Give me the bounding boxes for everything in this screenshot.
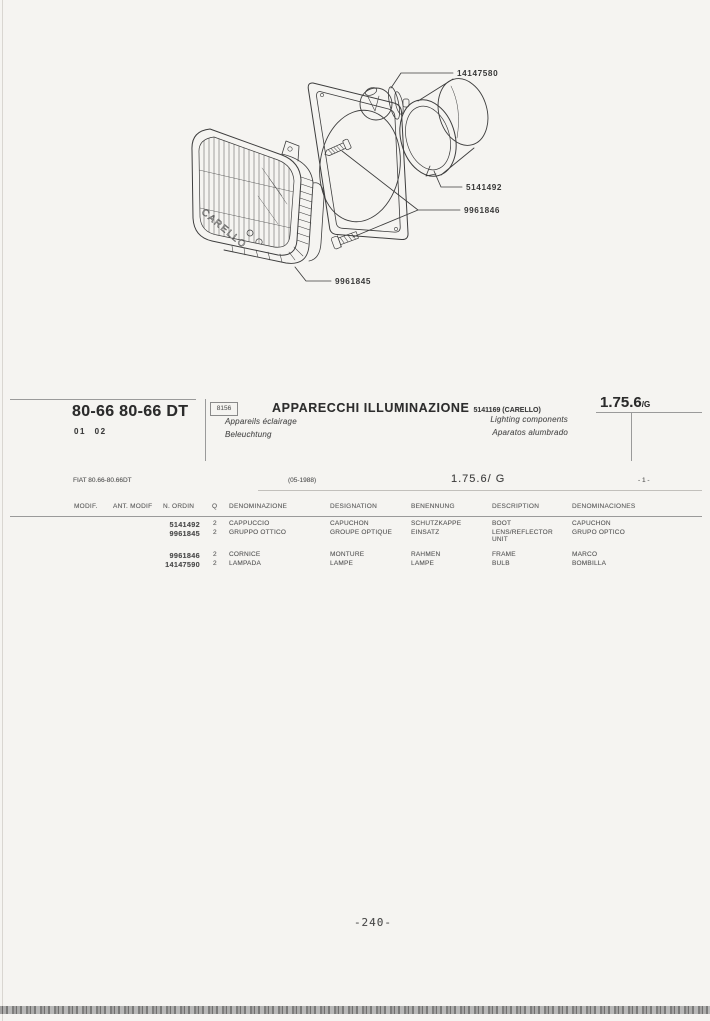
- lens-brand-text: CARELLO: [199, 206, 249, 252]
- part-label-lens: 9961845: [335, 277, 372, 286]
- name-it: GRUPPO OTTICO: [229, 529, 287, 536]
- frame-outer: [308, 83, 408, 240]
- fixing-bolt-drawing: [331, 229, 360, 249]
- quantity: 2: [213, 520, 217, 527]
- subtitle-spanish: Aparatos alumbrado: [492, 428, 568, 437]
- adjust-screw-drawing: [323, 139, 352, 159]
- table-header-rule: [10, 516, 702, 517]
- name-es: GRUPO OPTICO: [572, 529, 625, 536]
- headlight-unit-drawing: [192, 129, 324, 263]
- section-reference: [600, 394, 650, 412]
- section-title-it: APPARECCHI ILLUMINAZIONE: [272, 401, 470, 415]
- name-de: RAHMEN: [411, 551, 441, 558]
- part-label-boot: 5141492: [466, 183, 503, 192]
- name-es: CAPUCHON: [572, 520, 611, 527]
- header-top-rule: [10, 399, 196, 400]
- column-header: ANT. MODIF: [113, 503, 153, 510]
- name-en: BOOT: [492, 520, 512, 527]
- part-label-frame: 9961846: [464, 206, 501, 215]
- table-section: 1.75.6/ G: [451, 473, 506, 485]
- name-fr: CAPUCHON: [330, 520, 369, 527]
- leader-lens: [295, 267, 331, 281]
- table-date: (05-1988): [288, 477, 317, 484]
- leader-frame: [342, 151, 460, 237]
- exploded-diagram: [170, 50, 570, 310]
- name-fr: MONTURE: [330, 551, 365, 558]
- part-number: 9961846: [169, 551, 200, 560]
- name-en: LENS/REFLECTOR UNIT: [492, 529, 553, 543]
- leader-boot: [434, 171, 462, 187]
- secref-underline: [596, 412, 702, 413]
- column-header: DENOMINACIONES: [572, 503, 636, 510]
- part-label-bulb: 14147580: [457, 69, 499, 78]
- quantity: 2: [213, 560, 217, 567]
- subtitle-french: Appareils éclairage: [225, 417, 297, 426]
- part-number: 5141492: [169, 520, 200, 529]
- page-number: -240-: [353, 916, 393, 929]
- bracket-hole: [288, 147, 292, 151]
- name-fr: GROUPE OPTIQUE: [330, 529, 393, 536]
- name-es: BOMBILLA: [572, 560, 607, 567]
- boot-drawing: [391, 73, 495, 183]
- quantity: 2: [213, 529, 217, 536]
- name-es: MARCO: [572, 551, 598, 558]
- name-it: CORNICE: [229, 551, 261, 558]
- name-en: FRAME: [492, 551, 516, 558]
- subtitle-german: Beleuchtung: [225, 430, 272, 439]
- table-model: FIAT 80.66-80.66DT: [73, 477, 132, 484]
- table-sheet: - 1 -: [638, 477, 650, 484]
- header-divider: [205, 399, 206, 461]
- lens-inner-line: [199, 137, 294, 247]
- scan-artifact-band: [0, 1006, 710, 1014]
- boot-tab: [426, 166, 436, 176]
- name-fr: LAMPE: [330, 560, 354, 567]
- table-code-box: 8156: [210, 402, 238, 416]
- secref-divider: [631, 412, 632, 461]
- frame-screw-hole: [320, 93, 323, 96]
- column-header: MODIF.: [74, 503, 98, 510]
- column-header: DENOMINAZIONE: [229, 503, 288, 510]
- frame-inner: [317, 92, 401, 233]
- name-it: CAPPUCCIO: [229, 520, 270, 527]
- part-number: 14147590: [165, 560, 200, 569]
- name-en: BULB: [492, 560, 510, 567]
- column-header: DESIGNATION: [330, 503, 378, 510]
- part-number: 9961845: [169, 529, 200, 538]
- column-header: DESCRIPTION: [492, 503, 540, 510]
- name-it: LAMPADA: [229, 560, 261, 567]
- section-ref-number: 1.75.6: [600, 394, 642, 411]
- section-title-ref: 5141169 (CARELLO): [473, 407, 541, 414]
- section-ref-suffix: /G: [641, 400, 651, 409]
- table-meta-rule: [258, 490, 702, 491]
- quantity: 2: [213, 551, 217, 558]
- frame-screw-hole: [394, 227, 397, 230]
- name-de: SCHUTZKAPPE: [411, 520, 462, 527]
- lens-face: [192, 129, 301, 255]
- column-header: N. ORDIN: [163, 503, 195, 510]
- name-de: EINSATZ: [411, 529, 440, 536]
- column-header: BENENNUNG: [411, 503, 455, 510]
- frame-drawing: [308, 83, 408, 249]
- scan-edge: [2, 0, 3, 1021]
- model-codes: 01 02: [74, 427, 107, 436]
- name-de: LAMPE: [411, 560, 435, 567]
- column-header: Q: [212, 503, 218, 510]
- model-title: 80-66 80-66 DT: [72, 403, 189, 420]
- subtitle-english: Lighting components: [490, 415, 568, 424]
